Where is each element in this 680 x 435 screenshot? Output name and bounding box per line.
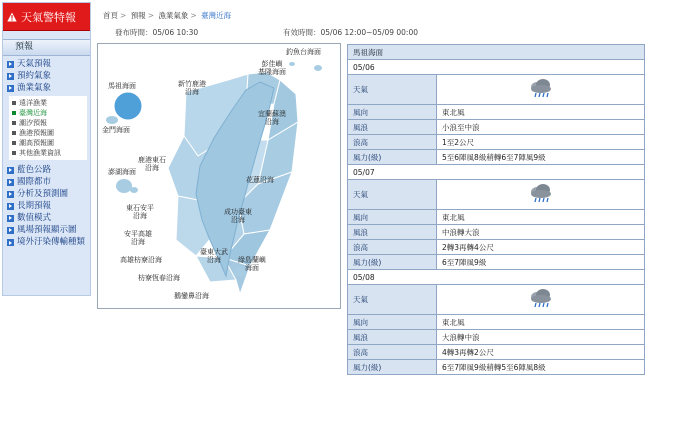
arrow-icon xyxy=(7,179,14,186)
map-label-fangliao: 枋寮恆春沿海 xyxy=(138,274,180,282)
wind-force: 5至6陣風8級稍轉6至7陣風9級 xyxy=(437,150,645,165)
map-label-dongshi: 東石安平 沿海 xyxy=(126,204,154,220)
map-label-yilan: 宜蘭蘇澳 沿海 xyxy=(258,110,286,126)
cloud-rain-icon xyxy=(528,302,554,311)
table-row: 風向 東北風 xyxy=(348,105,645,120)
submenu-item-taiwan-offshore[interactable]: 臺灣近海 xyxy=(12,108,87,118)
map-label-taitung: 臺東大武 沿海 xyxy=(200,248,228,264)
table-row: 天氣 xyxy=(348,75,645,105)
forecast-date: 05/08 xyxy=(348,270,645,285)
breadcrumb: 首頁 > 預報 > 漁業氣象 > 臺灣近海 xyxy=(103,11,232,20)
bullet-icon xyxy=(12,151,16,155)
date-row xyxy=(348,60,645,75)
menu-item-long-range[interactable]: 長期預報 xyxy=(7,200,90,212)
arrow-icon xyxy=(7,239,14,246)
wave-state: 小浪至中浪 xyxy=(437,120,645,135)
region-name: 馬祖海面 xyxy=(348,45,645,60)
section-title: 預報 xyxy=(3,39,90,56)
menu-bottom xyxy=(3,162,90,260)
table-row: 天氣 xyxy=(348,180,645,210)
cloud-rain-icon xyxy=(528,197,554,206)
fishery-submenu xyxy=(9,96,87,160)
menu-item-fishery-weather[interactable]: 漁業氣象 xyxy=(7,82,90,94)
wave-state: 大浪轉中浪 xyxy=(437,330,645,345)
bullet-icon xyxy=(12,101,16,105)
island-penghu-2 xyxy=(130,187,138,193)
map-label-hsinchu: 新竹鹿港 沿海 xyxy=(178,80,206,96)
wind-direction: 東北風 xyxy=(437,210,645,225)
sidebar xyxy=(2,2,91,296)
wave-height: 2轉3再轉4公尺 xyxy=(437,240,645,255)
arrow-icon xyxy=(7,227,14,234)
sea-zone-matsu[interactable] xyxy=(114,92,142,120)
submenu-item-ocean-fishery[interactable]: 遠洋漁業 xyxy=(12,98,87,108)
arrow-icon xyxy=(7,203,14,210)
weather-alert-button[interactable] xyxy=(3,3,90,31)
map-label-chenggong: 成功臺東 沿海 xyxy=(224,208,252,224)
breadcrumb-current: 臺灣近海 xyxy=(201,11,232,20)
table-row: 風浪 中浪轉大浪 xyxy=(348,225,645,240)
map-label-kinmen: 金門海面 xyxy=(102,126,130,134)
arrow-icon xyxy=(7,215,14,222)
menu-item-blue-highway[interactable]: 藍色公路 xyxy=(7,164,90,176)
map-label-ludao: 綠島蘭嶼 海面 xyxy=(238,256,266,272)
map-label-hualien: 花蓮沿海 xyxy=(246,176,274,184)
submenu-item-tide-height-map[interactable]: 潮高預報圖 xyxy=(12,138,87,148)
bullet-icon xyxy=(12,111,16,115)
sea-zone-pengjia[interactable] xyxy=(289,62,295,66)
issued-time: 發布時間：05/06 10:30 xyxy=(115,28,199,37)
arrow-icon xyxy=(7,85,14,92)
map-label-lukang: 鹿港東石 沿海 xyxy=(138,156,166,172)
menu-item-numerical-model[interactable]: 數值模式 xyxy=(7,212,90,224)
table-row: 浪高 2轉3再轉4公尺 xyxy=(348,240,645,255)
menu-top xyxy=(3,56,90,94)
map-label-diaoyu: 釣魚台海面 xyxy=(286,48,321,56)
bullet-icon xyxy=(12,121,16,125)
map-label-penghu: 澎湖海面 xyxy=(108,168,136,176)
sea-zone-diaoyu[interactable] xyxy=(314,65,322,71)
menu-item-weather-forecast[interactable]: 天氣預報 xyxy=(7,58,90,70)
menu-item-analysis-charts[interactable]: 分析及預測圖 xyxy=(7,188,90,200)
wave-state: 中浪轉大浪 xyxy=(437,225,645,240)
arrow-icon xyxy=(7,167,14,174)
bullet-icon xyxy=(12,141,16,145)
menu-item-wind-field[interactable]: 風場預報顯示圖 xyxy=(7,224,90,236)
table-row: 風向 東北風 xyxy=(348,210,645,225)
wave-height: 1至2公尺 xyxy=(437,135,645,150)
table-row: 風浪 大浪轉中浪 xyxy=(348,330,645,345)
breadcrumb-forecast[interactable]: 預報 xyxy=(130,11,146,20)
date-row xyxy=(348,165,645,180)
warning-icon xyxy=(7,12,17,22)
valid-time: 有效時間：05/06 12:00~05/09 00:00 xyxy=(283,28,419,37)
wind-direction: 東北風 xyxy=(437,105,645,120)
breadcrumb-fishery[interactable]: 漁業氣象 xyxy=(158,11,189,20)
table-row: 風力(級) 5至6陣風8級稍轉6至7陣風9級 xyxy=(348,150,645,165)
sea-zone-kinmen[interactable] xyxy=(106,116,118,124)
map-label-pengjia: 彭佳嶼 基隆海面 xyxy=(258,60,286,76)
arrow-icon xyxy=(7,73,14,80)
map-label-kaohsiung: 高雄枋寮沿海 xyxy=(120,256,162,264)
wind-direction: 東北風 xyxy=(437,315,645,330)
taiwan-sea-area-map xyxy=(97,43,341,309)
map-label-eluanbi: 鵝鑾鼻沿海 xyxy=(174,292,209,300)
forecast-date: 05/06 xyxy=(348,60,645,75)
map-label-anping: 安平高雄 沿海 xyxy=(124,230,152,246)
submenu-item-tide-forecast[interactable]: 潮汐預報 xyxy=(12,118,87,128)
table-row: 天氣 xyxy=(348,285,645,315)
wave-height: 4轉3再轉2公尺 xyxy=(437,345,645,360)
menu-item-reserved-weather[interactable]: 預約氣象 xyxy=(7,70,90,82)
arrow-icon xyxy=(7,61,14,68)
bullet-icon xyxy=(12,131,16,135)
sea-zone-penghu[interactable] xyxy=(116,179,132,193)
forecast-date: 05/07 xyxy=(348,165,645,180)
menu-item-pollution-transport[interactable]: 境外汙染傳輸種類 xyxy=(7,236,90,260)
table-row: 浪高 4轉3再轉2公尺 xyxy=(348,345,645,360)
table-row: 風力(級) 6至7陣風9級 xyxy=(348,255,645,270)
map-label-matsu: 馬祖海面 xyxy=(108,82,136,90)
wind-force: 6至7陣風9級稍轉5至6陣風8級 xyxy=(437,360,645,375)
alert-label: 天氣警特報 xyxy=(21,10,76,24)
table-row: 浪高 1至2公尺 xyxy=(348,135,645,150)
submenu-item-harbor-map[interactable]: 漁港預報圖 xyxy=(12,128,87,138)
menu-item-world-cities[interactable]: 國際都市 xyxy=(7,176,90,188)
breadcrumb-home[interactable]: 首頁 xyxy=(103,11,118,20)
date-row xyxy=(348,270,645,285)
cloud-rain-icon xyxy=(528,92,554,101)
submenu-item-other-fishery-info[interactable]: 其他漁業資訊 xyxy=(12,148,87,158)
table-row: 風向 東北風 xyxy=(348,315,645,330)
wind-force: 6至7陣風9級 xyxy=(437,255,645,270)
region-row xyxy=(348,45,645,60)
arrow-icon xyxy=(7,191,14,198)
table-row: 風力(級) 6至7陣風9級稍轉5至6陣風8級 xyxy=(348,360,645,375)
table-row: 風浪 小浪至中浪 xyxy=(348,120,645,135)
forecast-table xyxy=(347,44,645,375)
